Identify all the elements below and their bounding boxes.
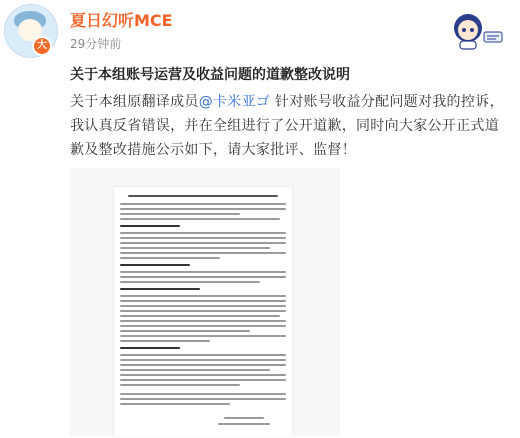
doc-line (120, 393, 286, 395)
doc-line (120, 242, 286, 244)
doc-line (120, 300, 286, 302)
doc-line (120, 364, 286, 366)
doc-section-heading (120, 288, 200, 290)
doc-line (120, 237, 286, 239)
username[interactable]: 夏日幻听MCE (70, 11, 173, 30)
avatar-badge: 大 (32, 36, 52, 56)
doc-line (120, 310, 286, 312)
post-body (70, 90, 510, 162)
doc-line (120, 374, 286, 376)
post-body-prefix: 关于本组原翻译成员 (70, 94, 199, 110)
document-page (114, 187, 292, 436)
doc-line (120, 315, 280, 317)
doc-line (120, 232, 286, 234)
doc-line (120, 320, 286, 322)
doc-line (120, 218, 280, 220)
doc-section-heading (120, 225, 180, 227)
doc-line (120, 325, 286, 327)
doc-line (120, 276, 286, 278)
doc-line (128, 195, 278, 197)
doc-line (120, 403, 230, 405)
doc-line (120, 247, 270, 249)
decorative-character-sticker-icon (446, 8, 506, 50)
doc-line (120, 271, 286, 273)
mention-link[interactable]: @卡米亚ゴ (198, 94, 271, 110)
doc-section-heading (120, 347, 180, 349)
doc-line (120, 354, 286, 356)
doc-line (120, 257, 220, 259)
doc-line (120, 295, 286, 297)
doc-line (120, 369, 270, 371)
doc-line (120, 340, 210, 342)
doc-line (120, 379, 286, 381)
doc-line (120, 359, 286, 361)
post-title: 关于本组账号运营及收益问题的道歉整改说明 (70, 67, 350, 83)
doc-line (120, 208, 286, 210)
doc-signature-line (224, 417, 264, 419)
doc-line (120, 305, 286, 307)
doc-section-heading (120, 264, 190, 266)
doc-date-line (218, 423, 270, 425)
doc-line (120, 213, 240, 215)
doc-line (120, 398, 286, 400)
post-body-suffix: 针对账号收益分配问题对我的控诉，我认真反省错误，并在全组进行了公开道歉，同时向大家公开正式道歉及整改措施公示如下，请大家批评、监督！ (70, 94, 504, 158)
doc-line (120, 330, 250, 332)
doc-line (120, 252, 286, 254)
doc-line (120, 335, 286, 337)
doc-line (120, 384, 240, 386)
doc-line (120, 203, 286, 205)
document-image[interactable] (70, 168, 340, 436)
doc-line (120, 281, 260, 283)
post-timestamp: 29分钟前 (70, 37, 122, 51)
